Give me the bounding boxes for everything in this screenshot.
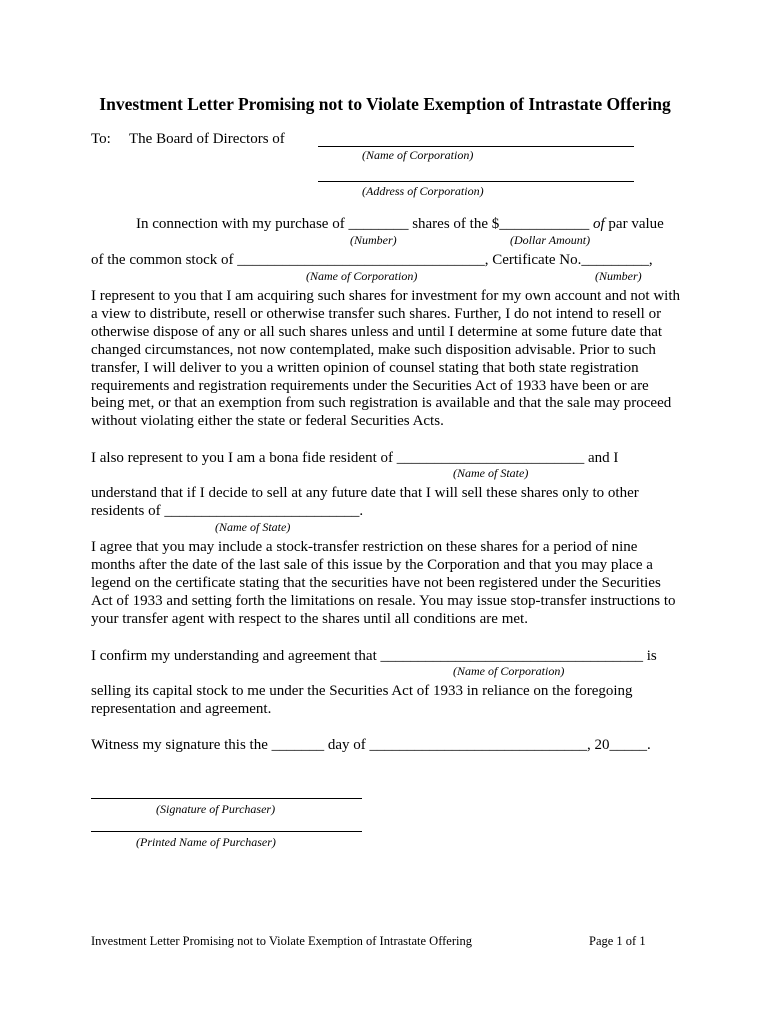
number-caption: (Number) bbox=[350, 233, 397, 247]
state-caption-2: (Name of State) bbox=[215, 520, 291, 534]
witness-line: Witness my signature this the _______ day of _____________________________, 20_____. bbox=[91, 737, 651, 753]
common-stock-line: of the common stock of _________________________________, Certificate No._________, bbox=[91, 252, 653, 268]
resident-paragraph: understand that if I decide to sell at any future date that I will sell these shares only to other residents of __________________________. bbox=[91, 485, 639, 519]
resident-line: I also represent to you I am a bona fide resident of _________________________ and I bbox=[91, 450, 619, 466]
footer-title: Investment Letter Promising not to Violate Exemption of Intrastate Offering bbox=[91, 934, 472, 948]
certificate-number-caption: (Number) bbox=[595, 269, 642, 283]
corporation-caption: (Name of Corporation) bbox=[306, 269, 418, 283]
corporation-name-caption: (Name of Corporation) bbox=[362, 148, 474, 162]
board-label: The Board of Directors of bbox=[129, 131, 285, 147]
transfer-restriction-paragraph: I agree that you may include a stock-transfer restriction on these shares for a period of nine months after the date of the last sale of this issue by the Corporation and that you may place a legend on the certificate stating that the securities have not been registered under the Securities Act of 1933 and setting forth the limitations on resale. You may issue stop-transfer instructions to your transfer agent with respect to the shares until all conditions are met. bbox=[91, 539, 676, 627]
printed-name-blank bbox=[91, 831, 362, 832]
purchase-line bbox=[136, 215, 664, 233]
dollar-amount-caption: (Dollar Amount) bbox=[510, 233, 591, 247]
purchase-text-b: par value bbox=[604, 216, 664, 232]
purchase-text-a: In connection with my purchase of ________ shares of the $____________ bbox=[136, 216, 593, 232]
corporation-address-caption: (Address of Corporation) bbox=[362, 184, 484, 198]
representation-paragraph: I represent to you that I am acquiring such shares for investment for my own account and not with a view to distribute, resell or otherwise transfer such shares. Further, I do not intend to resell or otherwise dispose of any or all such shares unless and until I determine at some future date that changed circumstances, not now contemplated, make such disposition advisable. Prior to such transfer, I will deliver to you a written opinion of counsel stating that both state registration requirements and registration requirements under the Securities Act of 1933 have been or are being met, or that an exemption from such registration is available and that the sale may proceed without violating either the state or federal Securities Acts. bbox=[91, 288, 681, 430]
corporation-name-blank bbox=[318, 146, 634, 147]
signature-blank bbox=[91, 798, 362, 799]
page-number: Page 1 of 1 bbox=[589, 934, 646, 948]
corporation-address-blank bbox=[318, 181, 634, 182]
state-caption: (Name of State) bbox=[453, 466, 529, 480]
purchase-of: of bbox=[593, 216, 605, 232]
confirm-line: I confirm my understanding and agreement that ___________________________________ is bbox=[91, 648, 657, 664]
confirm-paragraph: selling its capital stock to me under the Securities Act of 1933 in reliance on the foregoing representation and agreement. bbox=[91, 683, 633, 717]
corporation-caption-2: (Name of Corporation) bbox=[453, 664, 565, 678]
printed-name-caption: (Printed Name of Purchaser) bbox=[136, 835, 276, 849]
to-label: To: bbox=[91, 131, 111, 147]
document-title: Investment Letter Promising not to Violate Exemption of Intrastate Offering bbox=[99, 94, 671, 114]
signature-caption: (Signature of Purchaser) bbox=[156, 802, 276, 816]
